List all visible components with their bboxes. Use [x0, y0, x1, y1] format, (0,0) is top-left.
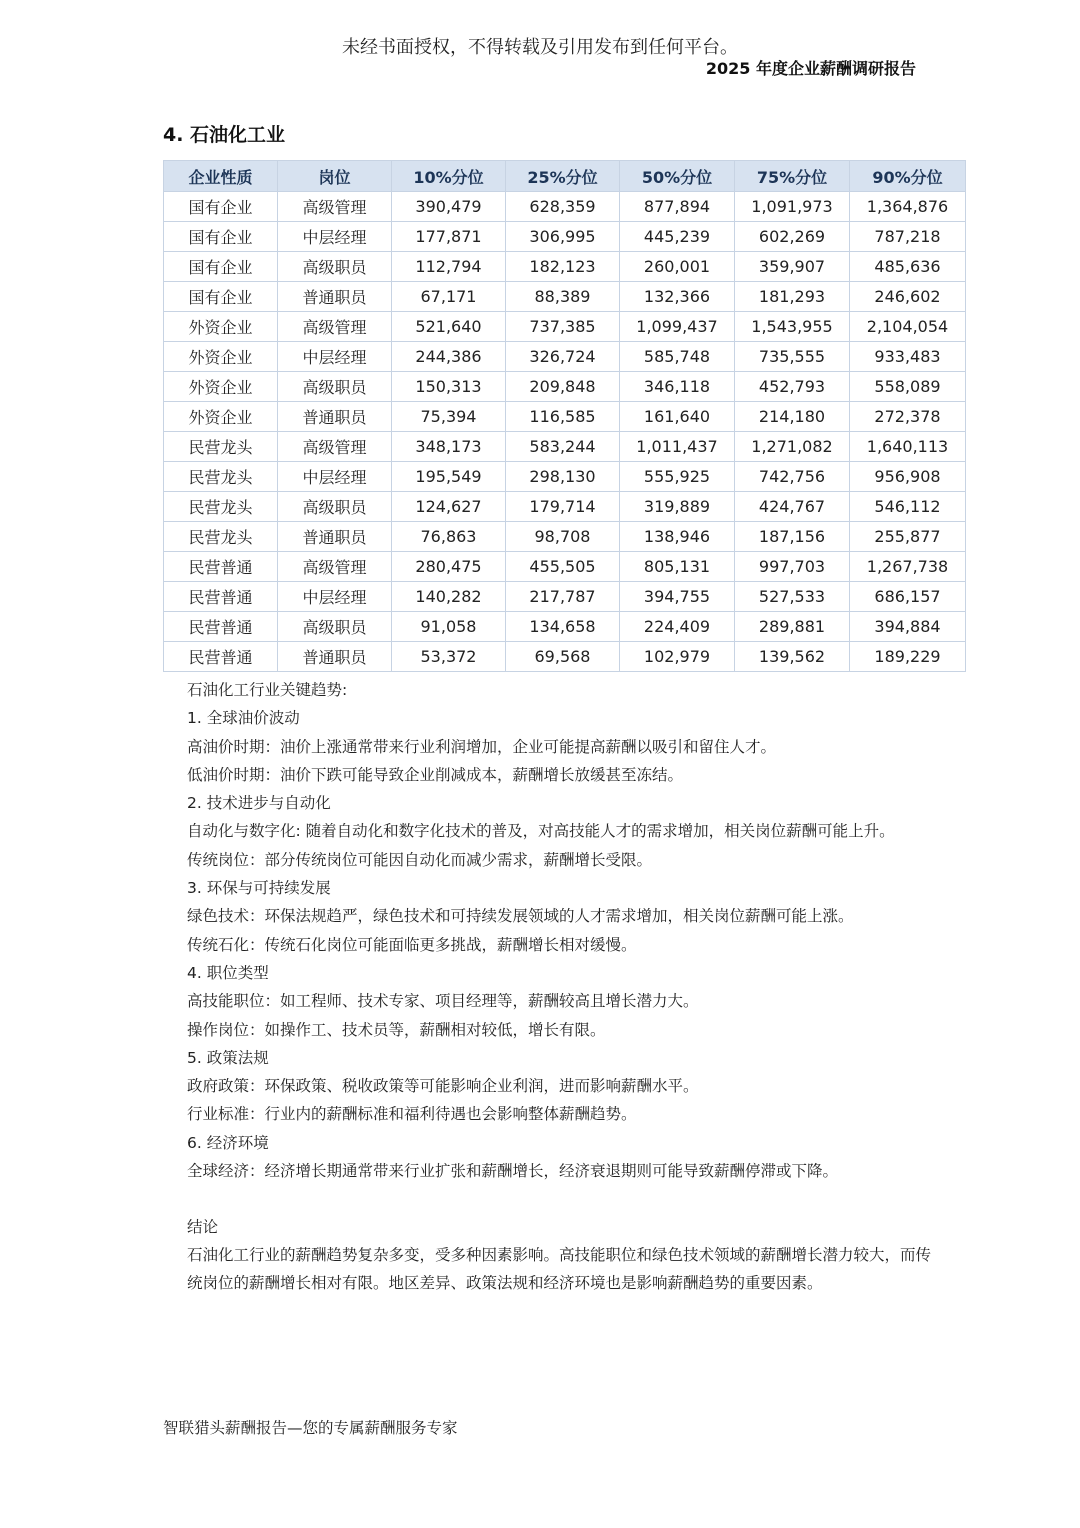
column-header: 岗位	[278, 161, 392, 192]
table-cell: 244,386	[392, 342, 506, 372]
table-cell: 1,099,437	[620, 312, 735, 342]
trend-line: 低油价时期：油价下跌可能导致企业削减成本，薪酬增长放缓甚至冻结。	[187, 765, 684, 784]
table-cell: 民营龙头	[164, 432, 278, 462]
table-row	[164, 342, 966, 372]
table-cell: 787,218	[850, 222, 966, 252]
trends-section	[187, 676, 947, 1185]
table-row	[164, 462, 966, 492]
table-row	[164, 552, 966, 582]
table-cell: 527,533	[735, 582, 850, 612]
table-cell: 686,157	[850, 582, 966, 612]
table-cell: 外资企业	[164, 372, 278, 402]
column-header: 10%分位	[392, 161, 506, 192]
table-cell: 民营龙头	[164, 462, 278, 492]
table-cell: 中层经理	[278, 462, 392, 492]
table-cell: 272,378	[850, 402, 966, 432]
table-cell: 289,881	[735, 612, 850, 642]
column-header: 90%分位	[850, 161, 966, 192]
table-cell: 民营普通	[164, 582, 278, 612]
table-cell: 国有企业	[164, 192, 278, 222]
table-cell: 546,112	[850, 492, 966, 522]
table-row	[164, 312, 966, 342]
table-cell: 88,389	[506, 282, 620, 312]
footer-text: 智联猎头薪酬报告—您的专属薪酬服务专家	[163, 1419, 458, 1437]
table-cell: 485,636	[850, 252, 966, 282]
table-cell: 742,756	[735, 462, 850, 492]
table-cell: 国有企业	[164, 222, 278, 252]
table-cell: 1,543,955	[735, 312, 850, 342]
table-cell: 585,748	[620, 342, 735, 372]
table-cell: 628,359	[506, 192, 620, 222]
trend-line: 5. 政策法规	[187, 1048, 269, 1067]
table-row	[164, 642, 966, 672]
table-cell: 外资企业	[164, 312, 278, 342]
table-cell: 67,171	[392, 282, 506, 312]
trend-line: 行业标准：行业内的薪酬标准和福利待遇也会影响整体薪酬趋势。	[187, 1105, 637, 1124]
table-cell: 737,385	[506, 312, 620, 342]
table-row	[164, 282, 966, 312]
table-cell: 455,505	[506, 552, 620, 582]
table-cell: 217,787	[506, 582, 620, 612]
table-cell: 735,555	[735, 342, 850, 372]
table-cell: 民营普通	[164, 552, 278, 582]
table-cell: 583,244	[506, 432, 620, 462]
table-cell: 306,995	[506, 222, 620, 252]
table-cell: 外资企业	[164, 342, 278, 372]
column-header: 50%分位	[620, 161, 735, 192]
table-cell: 346,118	[620, 372, 735, 402]
table-cell: 75,394	[392, 402, 506, 432]
column-header: 25%分位	[506, 161, 620, 192]
table-cell: 179,714	[506, 492, 620, 522]
trend-line: 3. 环保与可持续发展	[187, 879, 331, 898]
table-cell: 98,708	[506, 522, 620, 552]
table-cell: 394,755	[620, 582, 735, 612]
table-cell: 140,282	[392, 582, 506, 612]
table-cell: 1,011,437	[620, 432, 735, 462]
trend-line: 高技能职位：如工程师、技术专家、项目经理等，薪酬较高且增长潜力大。	[187, 992, 699, 1011]
table-cell: 246,602	[850, 282, 966, 312]
section-title: 4. 石油化工业	[163, 124, 286, 146]
table-cell: 555,925	[620, 462, 735, 492]
table-cell: 138,946	[620, 522, 735, 552]
trend-line: 自动化与数字化: 随着自动化和数字化技术的普及，对高技能人才的需求增加，相关岗位薪酬可能上升。	[187, 822, 895, 841]
table-cell: 116,585	[506, 402, 620, 432]
trend-line: 绿色技术：环保法规趋严，绿色技术和可持续发展领域的人才需求增加，相关岗位薪酬可能上涨。	[187, 907, 854, 926]
table-cell: 国有企业	[164, 282, 278, 312]
table-cell: 1,640,113	[850, 432, 966, 462]
table-cell: 1,267,738	[850, 552, 966, 582]
table-cell: 187,156	[735, 522, 850, 552]
table-cell: 933,483	[850, 342, 966, 372]
table-header-row	[164, 161, 966, 192]
table-cell: 1,271,082	[735, 432, 850, 462]
table-cell: 224,409	[620, 612, 735, 642]
table-cell: 521,640	[392, 312, 506, 342]
table-cell: 124,627	[392, 492, 506, 522]
table-cell: 69,568	[506, 642, 620, 672]
table-row	[164, 492, 966, 522]
table-cell: 高级管理	[278, 432, 392, 462]
table-cell: 181,293	[735, 282, 850, 312]
trend-line: 传统岗位：部分传统岗位可能因自动化而减少需求，薪酬增长受限。	[187, 850, 653, 869]
table-cell: 177,871	[392, 222, 506, 252]
table-row	[164, 192, 966, 222]
table-cell: 139,562	[735, 642, 850, 672]
table-cell: 高级职员	[278, 252, 392, 282]
table-cell: 中层经理	[278, 222, 392, 252]
table-cell: 高级职员	[278, 612, 392, 642]
table-cell: 112,794	[392, 252, 506, 282]
salary-table	[163, 160, 966, 672]
copyright-notice: 未经书面授权，不得转载及引用发布到任何平台。	[342, 37, 738, 58]
table-cell: 普通职员	[278, 522, 392, 552]
table-cell: 877,894	[620, 192, 735, 222]
table-cell: 558,089	[850, 372, 966, 402]
table-cell: 高级管理	[278, 192, 392, 222]
table-cell: 195,549	[392, 462, 506, 492]
table-cell: 452,793	[735, 372, 850, 402]
table-cell: 602,269	[735, 222, 850, 252]
table-row	[164, 402, 966, 432]
trend-line: 6. 经济环境	[187, 1133, 269, 1152]
table-cell: 189,229	[850, 642, 966, 672]
table-cell: 民营普通	[164, 612, 278, 642]
table-cell: 394,884	[850, 612, 966, 642]
trend-line: 1. 全球油价波动	[187, 709, 300, 728]
table-row	[164, 372, 966, 402]
table-cell: 民营普通	[164, 642, 278, 672]
table-cell: 150,313	[392, 372, 506, 402]
table-cell: 182,123	[506, 252, 620, 282]
table-cell: 中层经理	[278, 342, 392, 372]
table-cell: 53,372	[392, 642, 506, 672]
table-row	[164, 612, 966, 642]
table-cell: 普通职员	[278, 402, 392, 432]
table-cell: 260,001	[620, 252, 735, 282]
table-cell: 1,364,876	[850, 192, 966, 222]
table-row	[164, 432, 966, 462]
table-cell: 805,131	[620, 552, 735, 582]
table-row	[164, 522, 966, 552]
table-cell: 国有企业	[164, 252, 278, 282]
table-cell: 102,979	[620, 642, 735, 672]
table-cell: 298,130	[506, 462, 620, 492]
trend-line: 操作岗位：如操作工、技术员等，薪酬相对较低，增长有限。	[187, 1020, 606, 1039]
conclusion-paragraph: 石油化工行业的薪酬趋势复杂多变，受多种因素影响。高技能职位和绿色技术领域的薪酬增长潜力较大，而传统岗位的薪酬增长相对有限。地区差异、政策法规和经济环境也是影响薪酬趋势的重要因素。	[187, 1246, 932, 1292]
trend-line: 高油价时期：油价上涨通常带来行业利润增加，企业可能提高薪酬以吸引和留住人才。	[187, 737, 777, 756]
trend-line: 石油化工行业关键趋势:	[187, 681, 348, 699]
trend-line: 传统石化：传统石化岗位可能面临更多挑战，薪酬增长相对缓慢。	[187, 935, 637, 954]
table-cell: 高级管理	[278, 312, 392, 342]
trend-line: 政府政策：环保政策、税收政策等可能影响企业利润，进而影响薪酬水平。	[187, 1077, 699, 1096]
table-cell: 91,058	[392, 612, 506, 642]
table-row	[164, 582, 966, 612]
table-body	[164, 192, 966, 672]
column-header: 75%分位	[735, 161, 850, 192]
table-cell: 956,908	[850, 462, 966, 492]
table-cell: 高级职员	[278, 492, 392, 522]
table-row	[164, 222, 966, 252]
table-cell: 高级职员	[278, 372, 392, 402]
table-cell: 280,475	[392, 552, 506, 582]
table-cell: 中层经理	[278, 582, 392, 612]
table-cell: 普通职员	[278, 282, 392, 312]
table-cell: 209,848	[506, 372, 620, 402]
table-cell: 424,767	[735, 492, 850, 522]
trend-line: 全球经济：经济增长期通常带来行业扩张和薪酬增长，经济衰退期则可能导致薪酬停滞或下降。	[187, 1162, 839, 1181]
table-cell: 外资企业	[164, 402, 278, 432]
table-cell: 326,724	[506, 342, 620, 372]
table-cell: 445,239	[620, 222, 735, 252]
table-cell: 134,658	[506, 612, 620, 642]
table-cell: 319,889	[620, 492, 735, 522]
table-cell: 132,366	[620, 282, 735, 312]
trend-line: 2. 技术进步与自动化	[187, 794, 331, 813]
table-row	[164, 252, 966, 282]
conclusion-section	[163, 1213, 933, 1297]
table-cell: 普通职员	[278, 642, 392, 672]
table-cell: 255,877	[850, 522, 966, 552]
table-cell: 997,703	[735, 552, 850, 582]
table-cell: 2,104,054	[850, 312, 966, 342]
table-cell: 161,640	[620, 402, 735, 432]
column-header: 企业性质	[164, 161, 278, 192]
trend-line: 4. 职位类型	[187, 963, 269, 982]
table-cell: 390,479	[392, 192, 506, 222]
table-cell: 76,863	[392, 522, 506, 552]
table-cell: 359,907	[735, 252, 850, 282]
table-cell: 民营龙头	[164, 492, 278, 522]
table-cell: 高级管理	[278, 552, 392, 582]
table-cell: 1,091,973	[735, 192, 850, 222]
table-cell: 214,180	[735, 402, 850, 432]
report-title: 2025 年度企业薪酬调研报告	[705, 59, 916, 78]
table-cell: 348,173	[392, 432, 506, 462]
table-cell: 民营龙头	[164, 522, 278, 552]
conclusion-heading: 结论	[187, 1218, 219, 1236]
